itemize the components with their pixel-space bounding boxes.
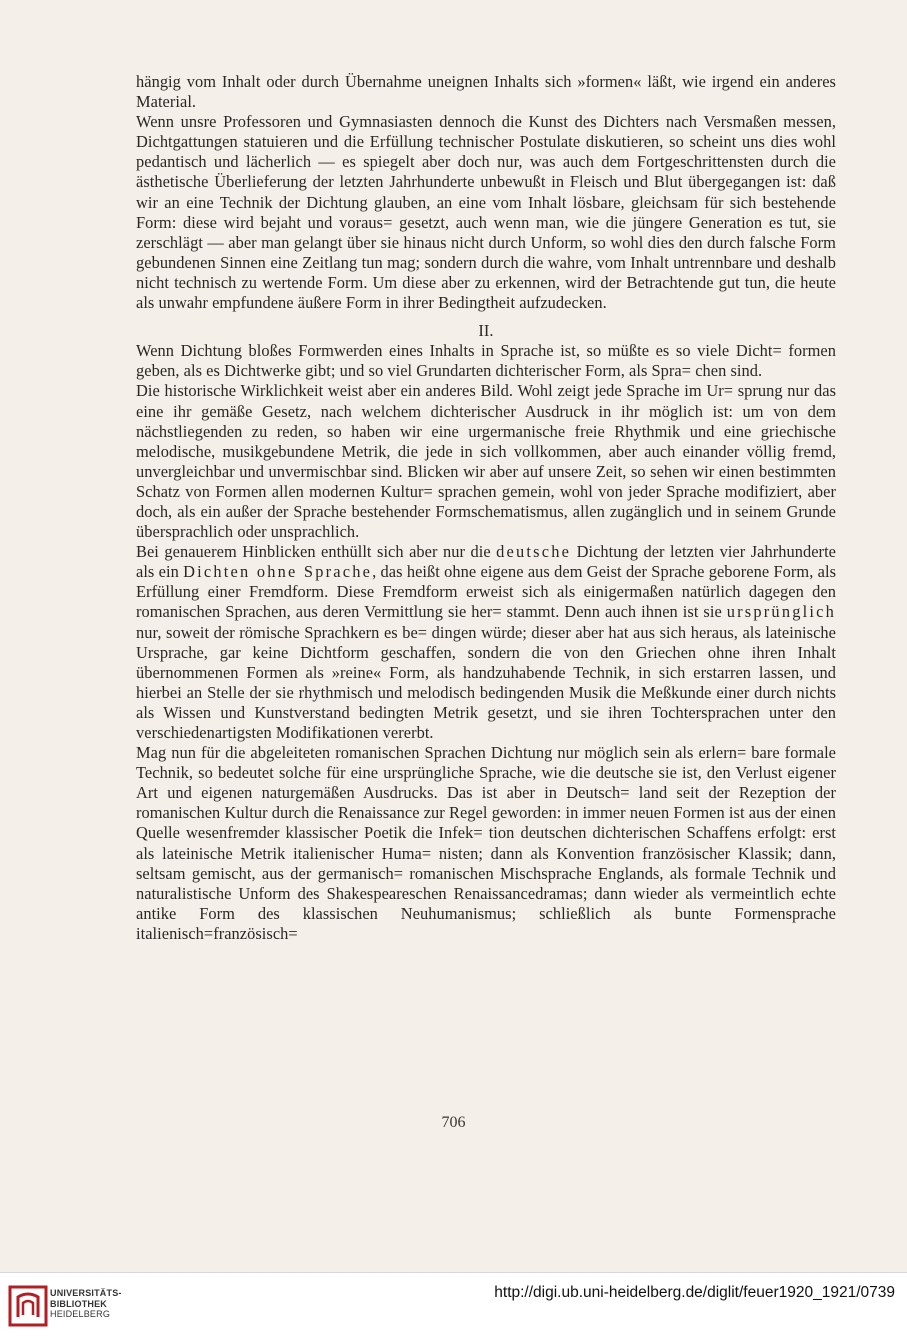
paragraph-wirklichkeit: Die historische Wirklichkeit weist aber ein anderes Bild. Wohl zeigt jede Sprache im Ur= sprung nur das eine ihr gemäße Gesetz, nach welchem dichterischer Ausdruck in ihr möglich ist: um von dem nächstliegenden zu reden, so haben wir eine urgermanische freie Rhythmik und eine griechische melodische, musikgebundene Metrik, die jede in sich vollkommen, aber auch einander völlig fremd, unvergleichbar und unvermischbar sind. Blicken wir aber auf unsere Zeit, so sehen wir einen bestimmten Schatz von Formen allen modernen Kultur= sprachen gemein, wohl von jeder Sprache modifiziert, aber doch, als ein außer der Sprache bestehender Formschematismus, allen zugänglich und in seinem Grunde übersprachlich oder unsprachlich.: [136, 381, 836, 542]
body-text: [136, 72, 836, 944]
page-number: 706: [441, 1114, 466, 1131]
section-heading: II.: [478, 321, 494, 341]
paragraph-professoren: Wenn unsre Professoren und Gymnasiasten dennoch die Kunst des Dichters nach Versmaßen messen, Dichtgattungen statuieren und die Erfüllung technischer Postulate diskutieren, so scheint uns dies wohl pedantisch und lächerlich — es spiegelt aber doch nur, was auch dem Fortgeschrittensten durch die ästhetische Überlieferung der letzten Jahrhunderte unbewußt in Fleisch und Blut übergegangen ist: daß wir an eine Technik der Dichtung glauben, an eine vom Inhalt lösbare, gleichsam für sich bestehende Form: diese wird bejaht und voraus= gesetzt, auch wenn man, wie die jüngere Generation es tut, sie zerschlägt — aber man gelangt über sie hinaus nicht durch Unform, so wohl dies den durch falsche Form gebundenen Sinnen eine Zeitlang tun mag; sondern durch die wahre, vom Inhalt untrennbare und deshalb nicht technisch zu wertende Form. Um diese aber zu erkennen, wird der Betrachtende gut tun, die heute als unwahr empfundene äußere Form in ihrer Bedingtheit aufzudecken.: [136, 112, 836, 313]
logo-line: BIBLIOTHEK: [50, 1298, 107, 1309]
viewer-footer: [0, 1272, 907, 1338]
university-seal-icon: [8, 1285, 48, 1327]
logo-line: HEIDELBERG: [50, 1309, 111, 1319]
paragraph-continuation: hängig vom Inhalt oder durch Übernahme uneignen Inhalts sich »formen« läßt, wie irgend ein anderes Material.: [136, 72, 836, 112]
logo-line: UNIVERSITÄTS-: [50, 1288, 122, 1298]
paragraph-mag-nun: Mag nun für die abgeleiteten romanischen Sprachen Dichtung nur möglich sein als erlern= bare formale Technik, so bedeutet solche für eine ursprüngliche Sprache, wie die deutsche sie ist, den Verlust eigener Art und eigenen naturgemäßen Ausdrucks. Das ist aber in Deutsch= land seit der Rezeption der romanischen Kultur durch die Renaissance zur Regel geworden: in immer neuen Formen ist aus der einen Quelle wesenfremder klassischer Poetik die Infek= tion deutschen dichterischen Schaffens erfolgt: erst als lateinische Metrik italienischer Huma= nisten; dann als Konvention französischer Klassik; dann, seltsam gemischt, aus der germanisch= romanischen Mischsprache Englands, als formale Technik und naturalistische Unform des Shakespeareschen Renaissancedramas; dann wieder als vermeintlich echte antike Form des klassischen Neuhumanismus; schließlich als bunte Formensprache italienisch=französisch=: [136, 743, 836, 943]
paragraph-genauerem: [136, 542, 836, 743]
text-run: Dichtung der letzten vier Jahrhunderte als ein: [136, 542, 836, 582]
emphasis-deutsche: deutsche: [496, 542, 572, 562]
text-run: Bei genauerem Hinblicken enthüllt sich aber nur die: [136, 542, 497, 562]
permalink-url[interactable]: http://digi.ub.uni-heidelberg.de/diglit/feuer1920_1921/0739: [494, 1284, 895, 1301]
text-run: , das heißt ohne eigene aus dem Geist der Sprache geborene Form, als Erfüllung einer Fremdform. Diese Fremdform erweist sich als einigermaßen natürlich dagegen den romanischen Sprachen, aus deren Vermittlung sie her= stammt. Denn auch ihnen ist sie: [136, 562, 836, 622]
text-run: nur, soweit der römische Sprachkern es be= dingen würde; dieser aber hat aus sich heraus, als lateinische Ursprache, gar keine Dichtform geschaffen, sondern die von den Griechen ohne ihren Inhalt übernommenen Formen als »reine« Form, als handzuhabende Technik, in sich erstarren lassen, und hierbei an Stelle der sie rhythmisch und melodisch bedingenden Musik die Meßkunde einer durch nichts als Wissen und Kunstverstand bedingten Metrik gesetzt, und sie ihren Tochtersprachen unter den verschiedenartigsten Modifikationen vererbt.: [136, 622, 836, 742]
emphasis-urspruenglich: ursprünglich: [726, 602, 836, 622]
emphasis-dichten-ohne-sprache: Dichten ohne Sprache: [183, 562, 373, 582]
paragraph-dichtung: Wenn Dichtung bloßes Formwerden eines Inhalts in Sprache ist, so müßte es so viele Dicht= formen geben, als es Dichtwerke gibt; und so viel Grundarten dichterischer Form, als Spra= chen sind.: [136, 341, 836, 381]
library-logo-text: [50, 1288, 122, 1320]
